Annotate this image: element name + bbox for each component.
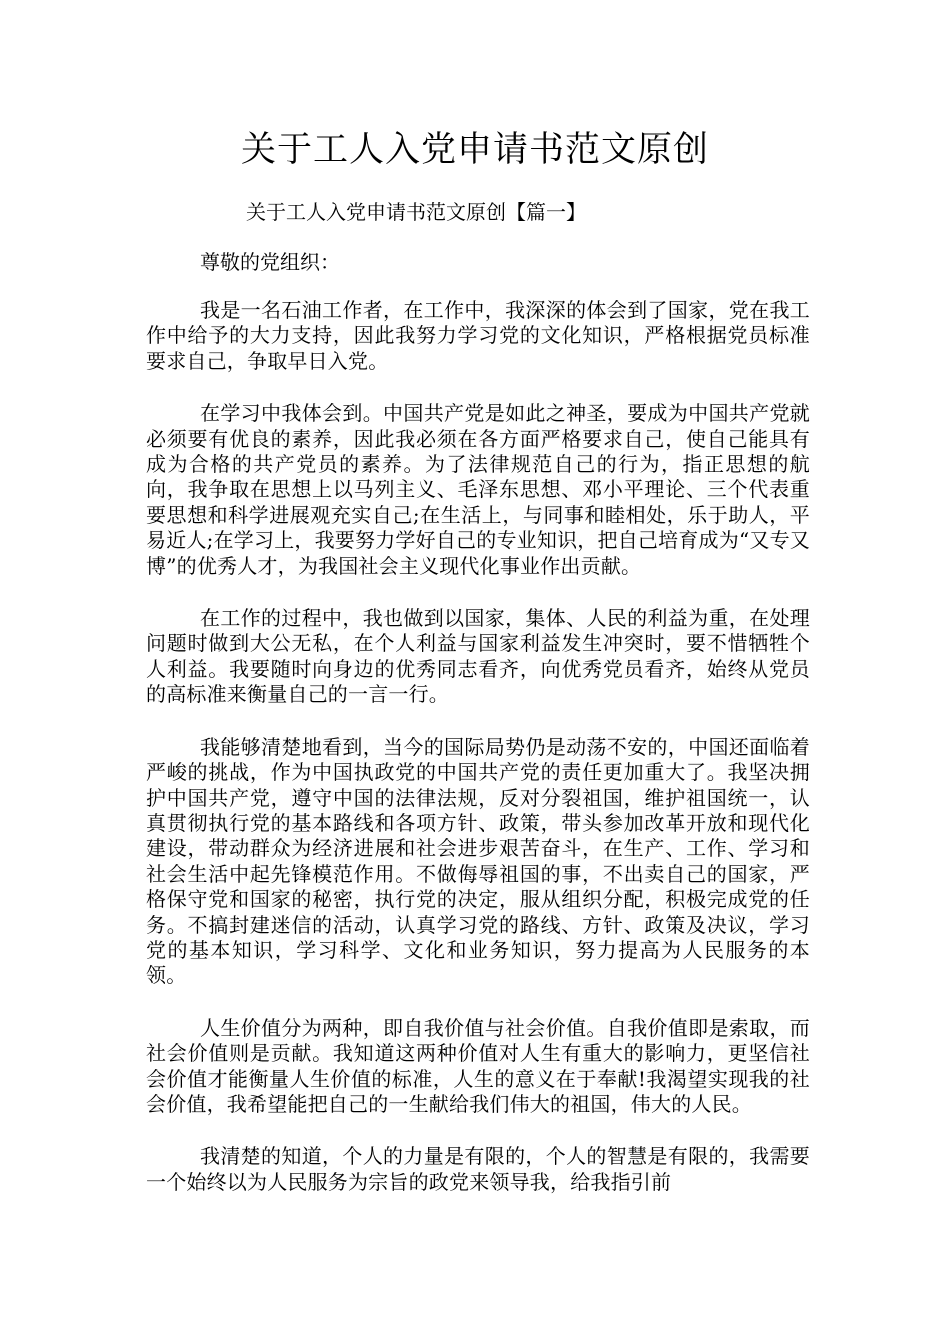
document-subtitle: 关于工人入党申请书范文原创【篇一】 [246,200,586,224]
salutation: 尊敬的党组织： [200,250,340,274]
paragraph-5: 人生价值分为两种，即自我价值与社会价值。自我价值即是索取，而社会价值则是贡献。我知道这两种价值对人生有重大的影响力，更坚信社会价值才能衡量人生价值的标准，人生的意义在于奉献!我渴望实现我的社会价值，我希望能把自己的一生献给我们伟大的祖国，伟大的人民。 [146,1015,810,1116]
paragraph-1: 我是一名石油工作者，在工作中，我深深的体会到了国家，党在我工作中给予的大力支持，因此我努力学习党的文化知识，严格根据党员标准要求自己，争取早日入党。 [146,298,810,373]
paragraph-3: 在工作的过程中，我也做到以国家，集体、人民的利益为重，在处理问题时做到大公无私，在个人利益与国家利益发生冲突时，要不惜牺牲个人利益。我要随时向身边的优秀同志看齐，向优秀党员看齐，始终从党员的高标准来衡量自己的一言一行。 [146,606,810,707]
document-title: 关于工人入党申请书范文原创 [240,130,709,170]
document-body [146,298,810,1222]
paragraph-4: 我能够清楚地看到，当今的国际局势仍是动荡不安的，中国还面临着严峻的挑战，作为中国执政党的中国共产党的责任更加重大了。我坚决拥护中国共产党，遵守中国的法律法规，反对分裂祖国，维护祖国统一，认真贯彻执行党的基本路线和各项方针、政策，带头参加改革开放和现代化建设，带动群众为经济进展和社会进步艰苦奋斗，在生产、工作、学习和社会生活中起先锋模范作用。不做侮辱祖国的事，不出卖自己的国家，严格保守党和国家的秘密，执行党的决定，服从组织分配，积极完成党的任务。不搞封建迷信的活动，认真学习党的路线、方针、政策及决议，学习党的基本知识，学习科学、文化和业务知识，努力提高为人民服务的本领。 [146,734,810,988]
paragraph-6: 我清楚的知道，个人的力量是有限的，个人的智慧是有限的，我需要一个始终以为人民服务为宗旨的政党来领导我，给我指引前 [146,1144,810,1194]
paragraph-2: 在学习中我体会到。中国共产党是如此之神圣，要成为中国共产党就必须要有优良的素养，因此我必须在各方面严格要求自己，使自己能具有成为合格的共产党员的素养。为了法律规范自己的行为，指正思想的航向，我争取在思想上以马列主义、毛泽东思想、邓小平理论、三个代表重要思想和科学进展观充实自己;在生活上，与同事和睦相处，乐于助人，平易近人;在学习上，我要努力学好自己的专业知识，把自己培育成为“又专又博”的优秀人才，为我国社会主义现代化事业作出贡献。 [146,401,810,578]
